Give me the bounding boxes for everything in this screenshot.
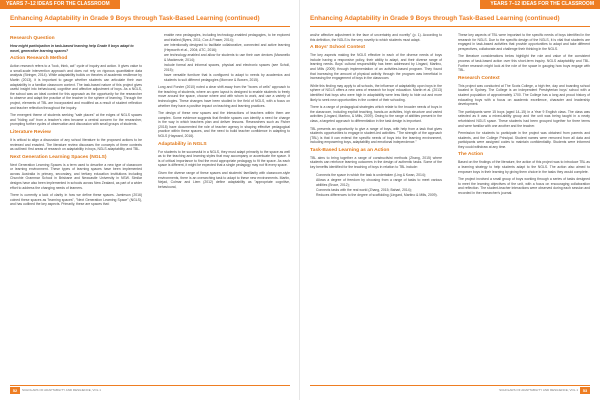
bullet-item: • are intentionally designed to facilitate collaborative, connected and active learning (Hepworth et al., 2004; ATC, 2016);: [164, 43, 290, 52]
bullet-item: • Allows a degree of freedom by choosing from a range of tasks to meet various abilities (Bruce, 2012);: [316, 178, 442, 187]
title-rule: [10, 26, 290, 27]
paragraph: The design of these new spaces and the interactions of teachers within them are complex. Some evidence suggests that flexible spaces can identify a need for change in the way in which teachers plan and deliver lessons. Researchers such as Fisher (2018) have documented the role of teacher agency in shaping effective pedagogical practice within these spaces, and the need to build teacher confidence in adapting to NGLS (Hayward, 2016).: [158, 111, 290, 139]
page-title-text: Enhancing Adaptability in Grade 9 Boys through Task-Based Learning: [10, 15, 224, 22]
paragraph: and/or affective adjustment in the face of uncertainty and novelty" (p. 1). According to this definition, the NGLS is the very novelty to which students must adapt.: [310, 33, 442, 42]
page-title: [10, 15, 290, 22]
paragraph: The emergent theme of students seeking "safe places" at the edges of NGLS spaces and "hiding out" from a teacher's view became a central concern for the researcher, prompting further cycles of observation and discussion with small groups of students.: [10, 113, 142, 127]
paragraph: This project was conducted at The Scots College, a high fee, day and boarding school located in Sydney. The College is an independent Presbyterian boys' school with a student population of approximately 1700. The College has a long and proud history of educating boys with a focus on academic excellence, character and leadership development.: [458, 83, 590, 107]
bullet-item: • include formal and informal spaces, physical and electronic spaces (see Scholl, 2015);: [164, 63, 290, 72]
section-heading: Task-Based Learning as an Action: [310, 147, 390, 153]
bullet-item: • Connects tasks with the real world (Zhang, 2015; Bahari, 2014);: [316, 188, 442, 193]
bullet-item: • have versatile furniture that is configured to adapt to needs by academics and students to suit different pedagogies (Morrone & Bowen, 2015).: [164, 73, 290, 82]
footer-rule: [10, 385, 290, 386]
body-columns: [10, 33, 290, 385]
header-tab: YEARS 7–12 IDEAS FOR THE CLASSROOM: [0, 0, 120, 9]
paragraph: While this finding may apply to all schools, the influence of adaptability upon boys in the sphere of NGLS offers a new area of research for boys' education. Martin et al. (2013) identified that boys who were high in adaptability were less likely to hide out and more likely to seek new opportunities in the context of their schooling.: [310, 83, 442, 102]
column-2: [458, 33, 590, 385]
page-title-suffix: (continued): [524, 15, 560, 22]
page-title-suffix: (continued): [224, 15, 260, 22]
section-heading: Adaptability in NGLS: [158, 141, 207, 147]
paragraph: The project involved a small group of boys working through a series of tasks designed to meet the learning objectives of the unit, with a focus on encouraging collaboration and reflection. The student-teacher interactions were observed during each session and recorded in the researcher's journal.: [458, 177, 590, 196]
paragraph: Permission for students to participate in the project was obtained from parents and students, and the College Principal. Student names were removed from all data and participants were assigned codes to maintain confidentiality. Students were informed they could withdraw at any time.: [458, 131, 590, 149]
paragraph: Long and Forster (2010) noted a clear shift away from the "boxes of cells" approach to the teaching of students, where an open layout is designed to enable students to freely move around the space, choose where and with whom to work, and use a variety of technologies. These changes have been studied in the field of NGLS, with a focus on whether they have a positive impact on teaching and learning practices.: [158, 85, 290, 108]
paragraph: The participants were 15 boys (aged 14–15) in a Year 9 English class. The class was selected as it was a mixed-ability group and the unit was being taught in a newly refurbished NGLS space. These students had been grouped together for three terms and were familiar with one another and the teacher.: [458, 109, 590, 128]
section-heading: A Boys' School Context: [310, 45, 366, 51]
paragraph: For students to be successful in a NGLS, they must adapt primarily to the space as well as to the teaching and learning styles that may accompany or accentuate the space. It is of critical importance to find the most appropriate pedagogy to fit the space. As each space is different, it might be expected that a single pedagogy may not fit every space.: [158, 149, 290, 168]
right-page: [300, 0, 600, 400]
page-title: [310, 15, 590, 22]
paragraph: There is a range of pedagogical strategies which relate to the broader needs of boys in the classroom, including explicit teaching, hands-on activities, high structure and varied activities (Lingard, Martino, & Mills, 2009). Owing to the range of abilities present in the class, a targeted approach to differentiation in the task design is important.: [310, 105, 442, 123]
paragraph: The key aspects making the NGLS effective in each of the diverse needs of boys include having a responsive policy, their ability to adapt, and their diverse range of learning needs. Boys' cultural responsibility has been addressed by Lingard, Martino, and Mills (2009) through implementation of an activities-based program. They found that increasing the amount of physical activity through the program was beneficial in increasing the engagement of boys in the classroom.: [310, 53, 442, 81]
paragraph: Given the diverse range of these spaces and students' familiarity with classroom-style environments, there is an overarching task to adapt to these new environments. Martin, Nejad, Colmar and Liem (2012) define adaptability as "appropriate cognitive, behavioural,: [158, 171, 290, 189]
bullet-item: • enable new pedagogies, including technology-enabled pedagogies, to be explored and trialled (Byers, 2011; Cox & Fraser, 2014);: [164, 33, 290, 42]
section-heading: Next Generation Learning Spaces (NGLS): [10, 154, 107, 160]
paragraph: TBL aims to bring together a range of constructivist methods (Zhang, 2015) where students can reinforce learning outcomes in the design of authentic tasks. Some of the key benefits identified for the teaching of boys in relation to TBL include:: [310, 155, 442, 170]
column-1: [310, 33, 442, 385]
section-heading: Research Context: [458, 75, 500, 81]
bullet-list: [310, 173, 442, 198]
section-heading: Research Question: [10, 36, 55, 41]
section-heading: The Action: [458, 152, 484, 158]
column-2: [158, 33, 290, 385]
paragraph: It is critical to align a discussion of any school literature to the proposed actions to be reviewed and enacted. The literature review discusses the concepts of three contexts as outlined: first areas of research on adaptability in boys, NGLS adaptability, and TBL.: [10, 137, 142, 152]
title-rule: [310, 26, 590, 27]
header-tab: YEARS 7–12 IDEAS FOR THE CLASSROOM: [480, 0, 600, 9]
page-number: 52: [10, 387, 20, 394]
page-title-text: Enhancing Adaptability in Grade 9 Boys through Task-Based Learning: [310, 15, 524, 22]
paragraph: Based on the findings of the literature, the action of this project was to introduce TBL as a learning strategy to help students adapt to the NGLS. The action also aimed to empower boys in their learning by giving them choice in the tasks they would complete.: [458, 160, 590, 174]
bullet-item: • are technology-enabled and allow for students to use their own devices (Maranello & Mackenzie, 2014);: [164, 53, 290, 62]
footer-text: SCHOLARS OF ADAPTABILITY AND RESILIENCE, VOL.1: [22, 388, 101, 392]
paragraph: There is currently a lack of clarity in how we define these spaces. Jamieson (2016) coined these spaces as "learning spaces", "Next Generation Learning Space" (NGLS), and has outlined the key aspects. Primarily, these are spaces that:: [10, 193, 142, 207]
research-question: How might participation in task-based learning help Grade 9 boys adapt to novel, generative learning spaces?: [10, 44, 134, 53]
bullet-item: • Connects the space in which the task is undertaken (Ling & Kwan, 2014);: [316, 173, 442, 178]
column-1: [10, 33, 142, 385]
section-heading: Action Research Method: [10, 56, 68, 62]
bullet-list: [158, 33, 290, 82]
paragraph: Next Generation Learning Spaces is a term used to describe a new type of classroom or learning environment. These types of learning spaces have been implemented across Australia in primary, secondary, and tertiary education institutions including Churchie Grammar School in Brisbane and Newcastle University in NSW. Similar designs have also been implemented in schools across New Zealand, as part of a wider effort to address the changing needs of learners.: [10, 162, 142, 190]
paragraph: The literature considerations below highlight the role and value of the consistent process of task-based action over this short-term inquiry. NGLS adaptability and TBL. Further research might look at the role of the space in gauging how boys engage with TBL.: [458, 54, 590, 73]
paragraph: These key aspects of TBL were important to the specific needs of boys identified in the research for NGLS. Due to the specific design of the NGLS, it is vital that students are engaged in task-based activities that provide opportunities to adapt and take different perspectives, collaborate and challenge their thinking in the NGLS.: [458, 33, 590, 51]
bullet-item: • Reduces differences to the degree of scaffolding (Lingard, Martino & Mills, 2009).: [316, 193, 442, 198]
paragraph: TBL presents an opportunity to give a range of boys, with help from a task that gives students opportunities to engage in student-led activities. "The strength of the approach (TBL) is that it can extend the specific needs of boys into the learning environment, including empowering boys, adaptability and emotional independence.": [310, 126, 442, 145]
paragraph: Action research refers to a "look, think, act" cycle of inquiry and action. It gives value to a small-scale intervention approach and does not rely on rigorous quantitative data analysis (Stringer, 2014). While adaptability builds on theories of academic resilience by Martin (2013), it is important to gauge whether students can articulate their own adaptability in a familiar classroom context. The task-based nature of this project gives useful insight into behavioural, cognitive and affective adjustment of boys. As a NGLS, the school was an ideal context for this approach as the opportunity for the researcher to observe and adapt the practice of the teacher in the sphere of learning. Through the project, elements of TBL are incorporated and modified as a result of student reflection and teacher reflection throughout the inquiry.: [10, 64, 142, 110]
body-columns: [310, 33, 590, 385]
section-heading: Literature Review: [10, 129, 51, 135]
footer-text: SCHOLARS OF ADAPTABILITY AND RESILIENCE, VOL.1: [499, 388, 578, 392]
page-number: 53: [580, 387, 590, 394]
footer-rule: [310, 385, 590, 386]
